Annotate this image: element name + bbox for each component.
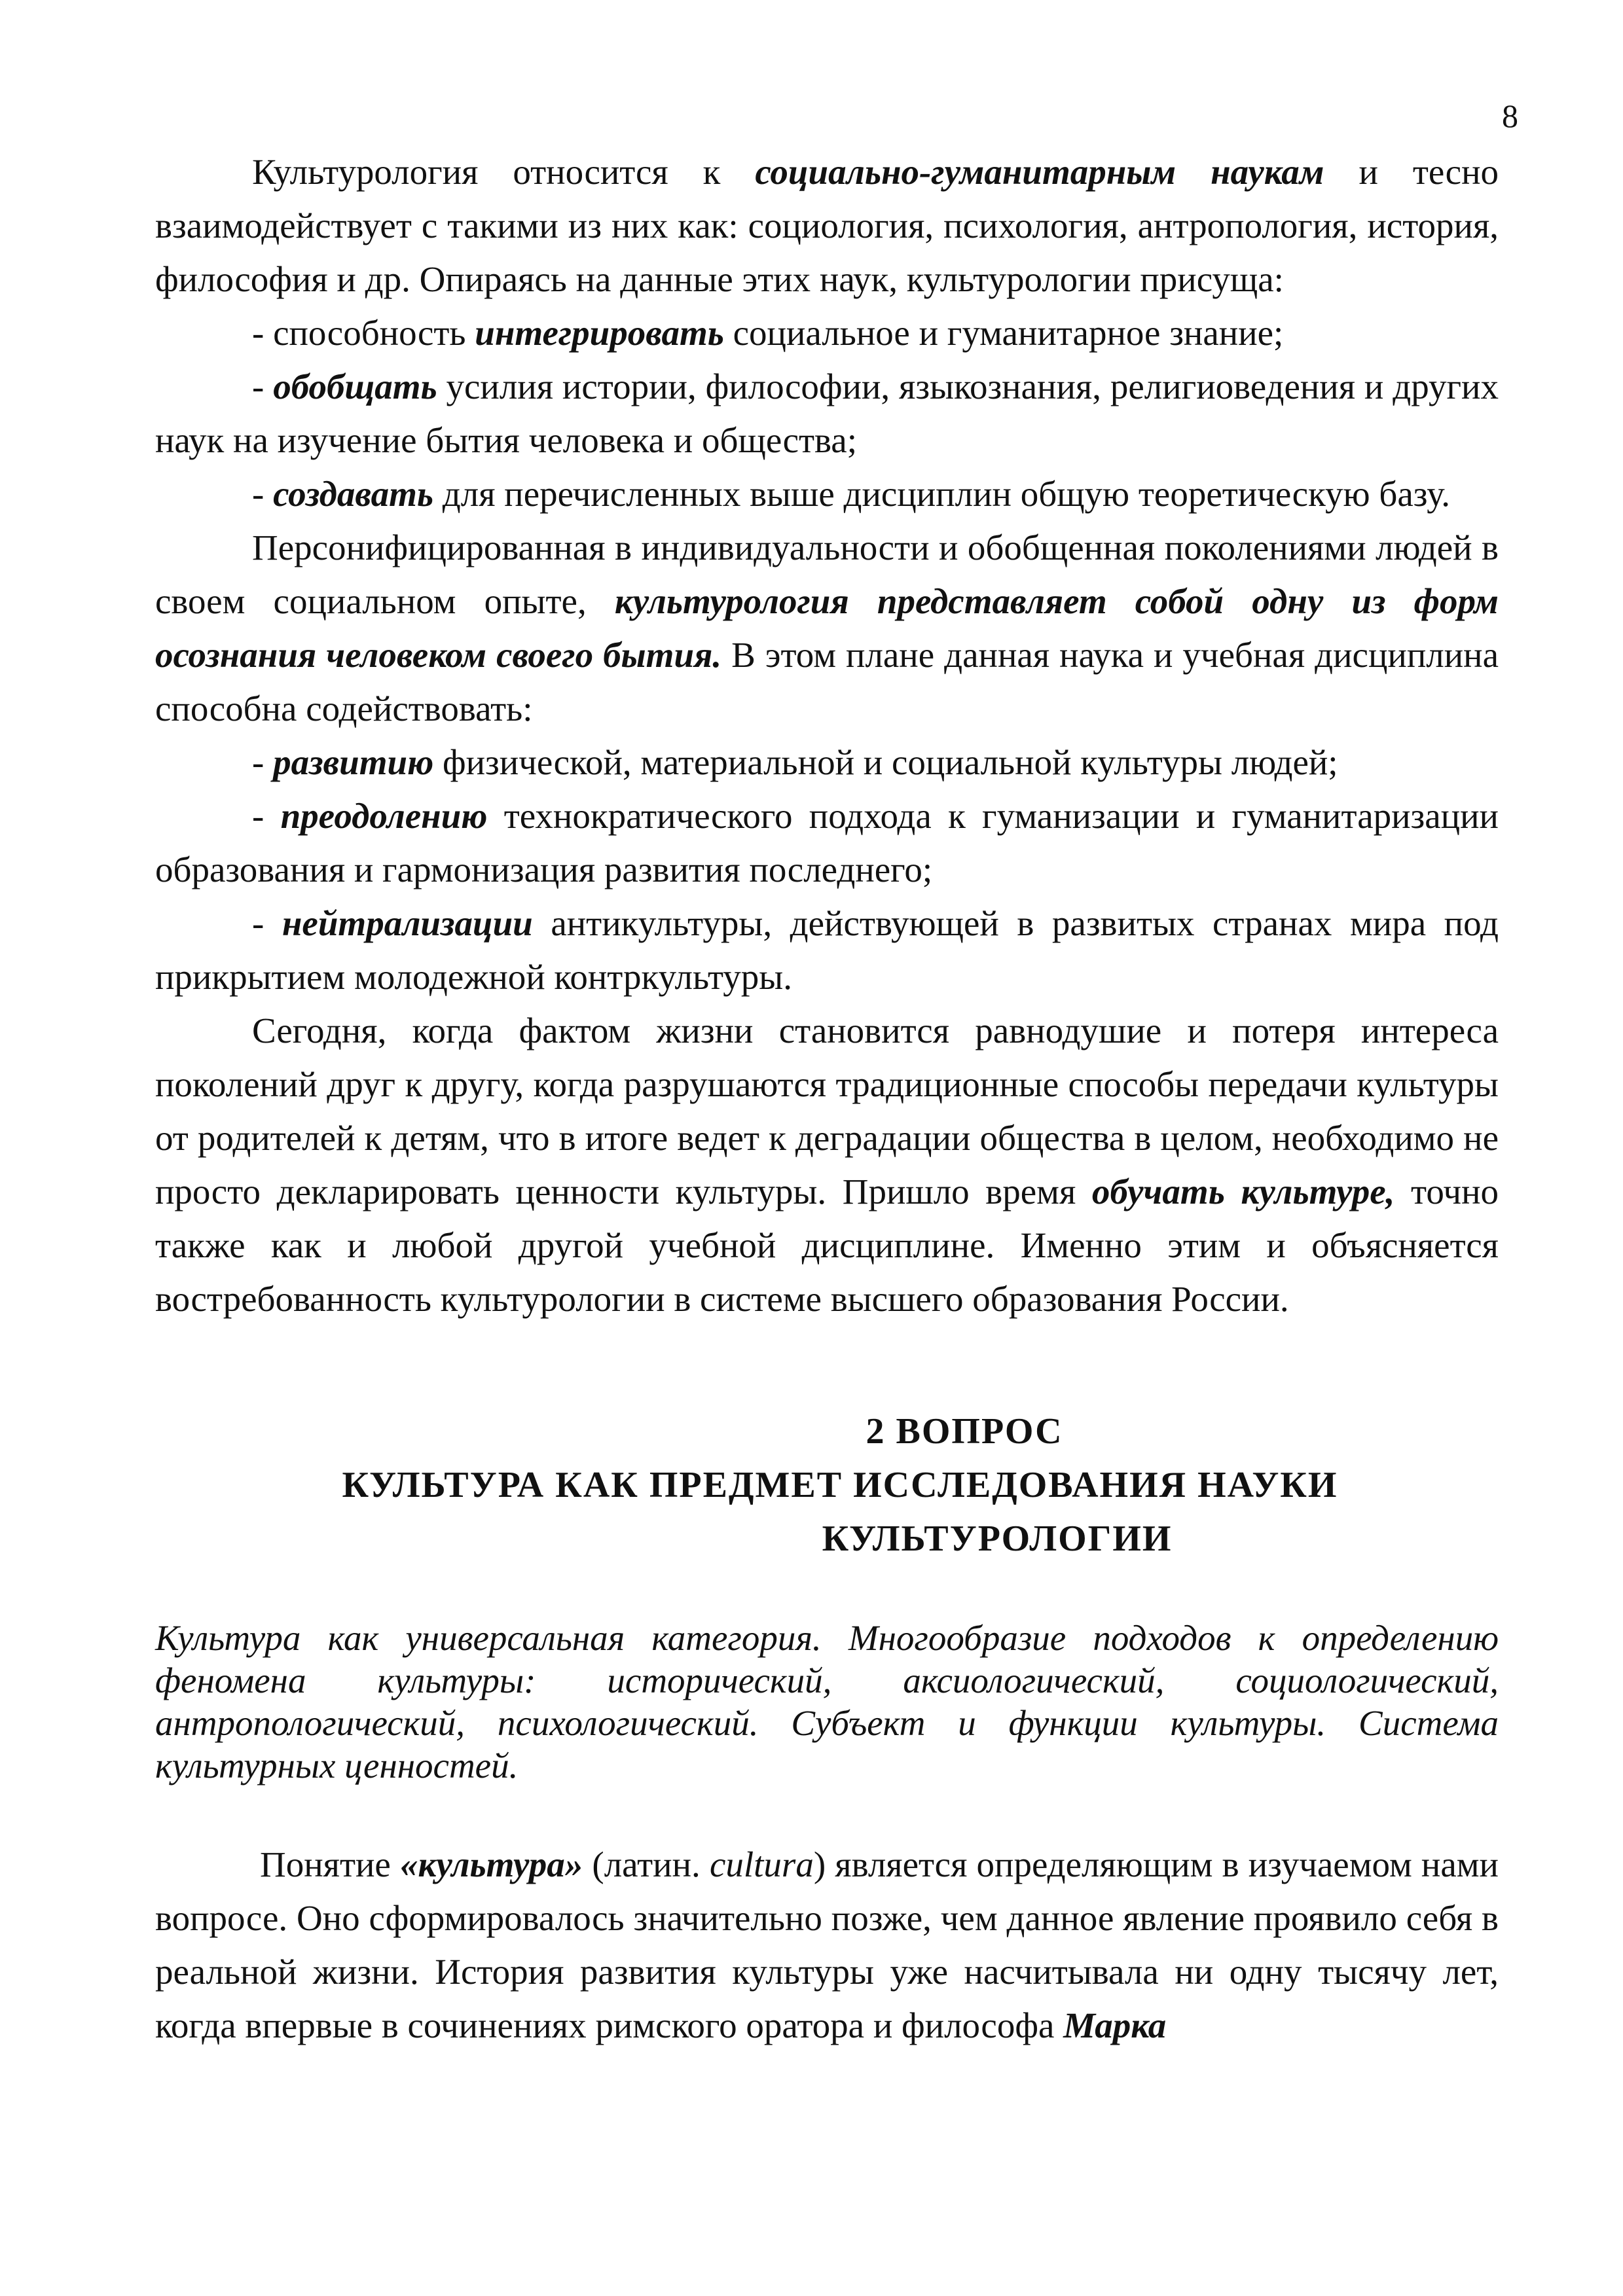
emphasis-term: преодолению: [280, 796, 488, 836]
text-run: Понятие: [260, 1844, 400, 1884]
text-run: Персонифицированная в индивидуальности и обобщенная поколениями людей в своем социальном опыте,: [155, 528, 1499, 621]
emphasis-name: Марка: [1063, 2005, 1167, 2045]
text-run: технократического подхода к гуманизации и гуманитаризации образования и гармонизация развития последнего;: [155, 796, 1499, 889]
text-run: социальное и гуманитарное знание;: [723, 313, 1284, 353]
text-run: физической, материальной и социальной культуры людей;: [433, 742, 1338, 782]
text-run: -: [252, 742, 274, 782]
text-run: Сегодня, когда фактом жизни становится равнодушие и потеря интереса поколений друг к другу, когда разрушаются традиционные способы передачи культуры от родителей к детям, что в итоге ведет к деградации общества в целом, необходимо не просто декларировать ценности культуры. Пришло время: [155, 1011, 1499, 1211]
list-item: [155, 360, 1499, 467]
text-run: -: [252, 367, 274, 406]
latin-term: cultura: [709, 1844, 814, 1884]
emphasis-term: обучать культуре,: [1091, 1172, 1395, 1211]
emphasis-term: создавать: [273, 474, 434, 514]
emphasis-term: развитию: [273, 742, 434, 782]
text-run: В этом плане данная наука и учебная дисциплина способна содействовать:: [155, 635, 1499, 728]
section-title-line: КУЛЬТУРА КАК ПРЕДМЕТ ИССЛЕДОВАНИЯ НАУКИ: [342, 1465, 1338, 1505]
list-item: [155, 789, 1499, 897]
emphasis-statement: культурология представляет собой одну из форм осознания человеком своего бытия.: [155, 581, 1499, 675]
paragraph-concept: [155, 1838, 1499, 2053]
text-run: ) является определяющим в изучаемом нами вопросе. Оно сформировалось значительно позже, чем данное явление проявило себя в реальной жизни. История развития культуры уже насчитывала ни одну тысячу лет, когда впервые в сочинениях римского оратора и философа: [155, 1844, 1499, 2045]
list-item: [155, 306, 1499, 360]
emphasis-term: нейтрализации: [282, 903, 533, 943]
emphasis-term: интегрировать: [475, 313, 724, 353]
emphasis-term: обобщать: [273, 367, 437, 406]
text-run: и тесно взаимодействует с такими из них как: социология, психология, антропология, история, философия и др. Опираясь на данные этих наук, культурологии присуща:: [155, 152, 1499, 299]
text-run: точно также как и любой другой учебной дисциплине. Именно этим и объясняется востребованность культурологии в системе высшего образования России.: [155, 1172, 1499, 1319]
text-run: для перечисленных выше дисциплин общую теоретическую базу.: [433, 474, 1451, 514]
page-number: 8: [1502, 98, 1518, 134]
section-abstract: Культура как универсальная категория. Многообразие подходов к определению феномена культуры: исторический, аксиологический, социологический, антропологический, психологический. Субъект и функции культуры. Система культурных ценностей.: [155, 1618, 1499, 1785]
text-run: (латин.: [583, 1844, 710, 1884]
text-run: антикультуры, действующей в развитых странах мира под прикрытием молодежной контркультуры.: [155, 903, 1499, 997]
text-run: усилия истории, философии, языкознания, религиоведения и других наук на изучение бытия человека и общества;: [155, 367, 1499, 460]
list-item: [155, 897, 1499, 1004]
page-body: [155, 145, 1499, 2053]
paragraph-intro: [155, 145, 1499, 306]
section-number: 2 ВОПРОС: [866, 1411, 1063, 1452]
text-run: -: [252, 796, 281, 836]
text-run: -: [252, 903, 282, 943]
list-item: [155, 736, 1499, 789]
section-heading: [155, 1405, 1499, 1566]
list-item: [155, 467, 1499, 521]
emphasis-term: социально-гуманитарным наукам: [755, 152, 1324, 192]
text-run: Культурология относится к: [252, 152, 756, 192]
paragraph-today: [155, 1004, 1499, 1326]
emphasis-term: «культура»: [399, 1844, 583, 1884]
text-run: - способность: [252, 313, 475, 353]
text-run: -: [252, 474, 274, 514]
section-title-line: КУЛЬТУРОЛОГИИ: [822, 1518, 1173, 1559]
paragraph-personified: [155, 521, 1499, 736]
